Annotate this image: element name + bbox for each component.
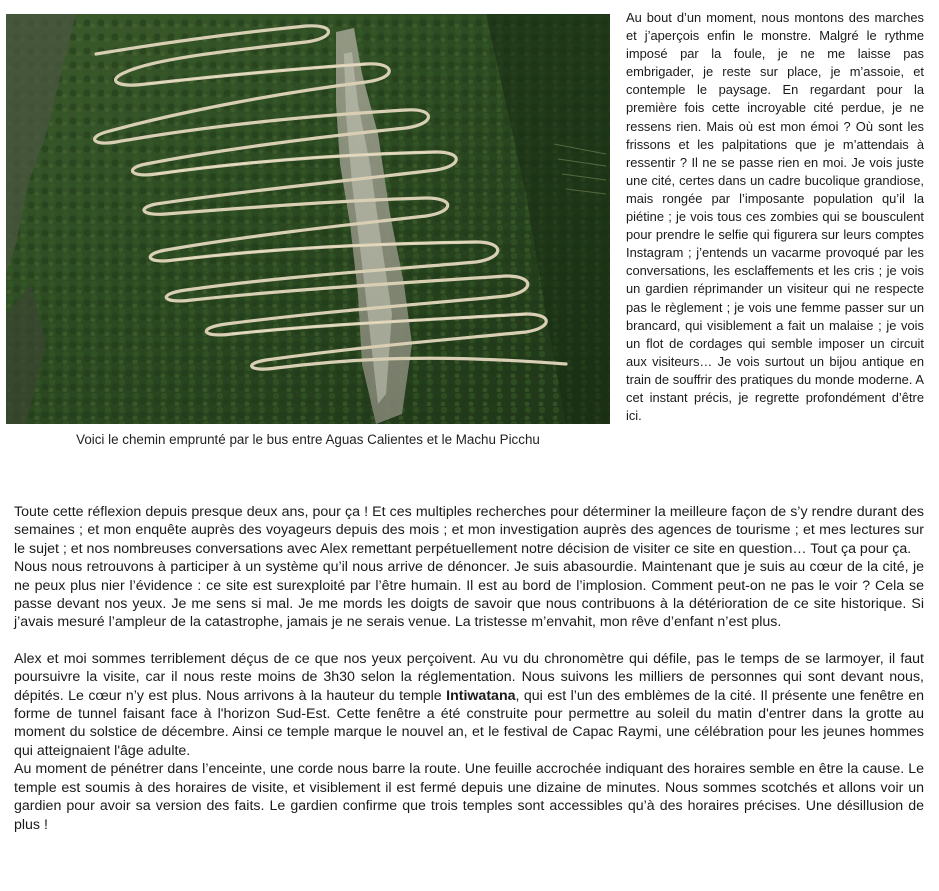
mountain-road-illustration (6, 14, 610, 424)
paragraph-temple-closed: Au moment de pénétrer dans l’enceinte, une corde nous barre la route. Une feuille accrochée indiquant des horaires semble en être la cause. Le temple est soumis à des horaires de visite, et visiblement il est fermé depuis une dizaine de minutes. Nous sommes scotchés et allons voir un gardien pour avoir sa version des faits. Le gardien confirme que trois temples sont accessibles qu’à des horaires précises. Une désillusion de plus ! (14, 761, 924, 833)
intiwatana-text-after: , qui est l’un des emblèmes de la cité. Il présente une fenêtre en forme de tunnel faisant face à l'horizon Sud-Est. Cette fenêtre a été construite pour permettre au soleil du matin d'entrer dans la grotte au moment du solstice de décembre. Ainsi ce temple marque le nouvel an, et le festival de Capac Raymi, une célébration pour les jeunes hommes qui atteignaient l'âge adulte. (14, 687, 924, 759)
paragraph-intiwatana (14, 650, 924, 760)
intiwatana-text-before: Alex et moi sommes terriblement déçus de ce que nos yeux perçoivent. Au vu du chronomètre qui défile, pas le temps de se larmoyer, il faut poursuivre la visite, car il nous reste moins de 3h30 selon la réglementation. Nous suivons les milliers de personnes qui sont devant nous, dépités. Le cœur n’y est plus. Nous arrivons à la hauteur du temple (14, 650, 924, 704)
main-article-body (14, 503, 924, 834)
paragraph-spacer (14, 632, 924, 650)
sidebar-paragraph: Au bout d’un moment, nous montons des marches et j’aperçois enfin le monstre. Malgré le rythme imposé par la foule, je ne me laisse pas embrigader, je reste sur place, je m’assoie, et contemple le paysage. En regardant pour la première fois cette incroyable cité perdue, je ne ressens rien. Mais où est mon émoi ? Où sont les frissons et les palpitations que je m’attendais à ressentir ? Il ne se passe rien en moi. Je vois juste une cité, certes dans un cadre bucolique grandiose, mais rongée par l’imposante population qu’il la piétine ; je vois tous ces zombies qui se bousculent pour prendre le selfie qui figurera sur leurs comptes Instagram ; j’entends un vacarme provoqué par les conversations, les esclaffements et les cris ; je vois un gardien réprimander un visiteur qui ne respecte pas le règlement ; je vois une femme passer sur un brancard, qui visiblement a fait un malaise ; je vois un flot de cordages qui semble imposer un circuit aux visiteurs… Je vois surtout un bijou antique en train de souffrir des pratiques du monde moderne. A cet instant précis, je regrette profondément d’être ici. (626, 10, 924, 424)
photo-caption: Voici le chemin emprunté par le bus entre Aguas Calientes et le Machu Picchu (76, 432, 540, 447)
hairpin-road-photo (6, 14, 610, 424)
intiwatana-bold-term: Intiwatana (446, 687, 516, 704)
paragraph-system: Nous nous retrouvons à participer à un système qu’il nous arrive de dénoncer. Je suis abasourdie. Maintenant que je suis au cœur de la cité, je ne peux plus nier l’évidence : ce site est surexploité par l’être humain. Il est au bord de l’implosion. Comment peut-on ne pas le voir ? Cela se passe devant nos yeux. Je me sens si mal. Je me mords les doigts de savoir que nous contribuons à la détérioration de ce site historique. Si j’avais mesuré l’ampleur de la catastrophe, jamais je ne serais venue. La tristesse m’envahit, mon rêve d’enfant n’est plus. (14, 559, 924, 631)
paragraph-reflection: Toute cette réflexion depuis presque deux ans, pour ça ! Et ces multiples recherches pour déterminer la meilleure façon de s’y rendre durant des semaines ; et mon enquête auprès des voyageurs depuis des mois ; et mon investigation auprès des agences de tourisme ; et mes lectures sur le sujet ; et nos nombreuses conversations avec Alex remettant perpétuellement notre décision de visiter ce site en question… Tout ça pour ça. (14, 504, 924, 557)
